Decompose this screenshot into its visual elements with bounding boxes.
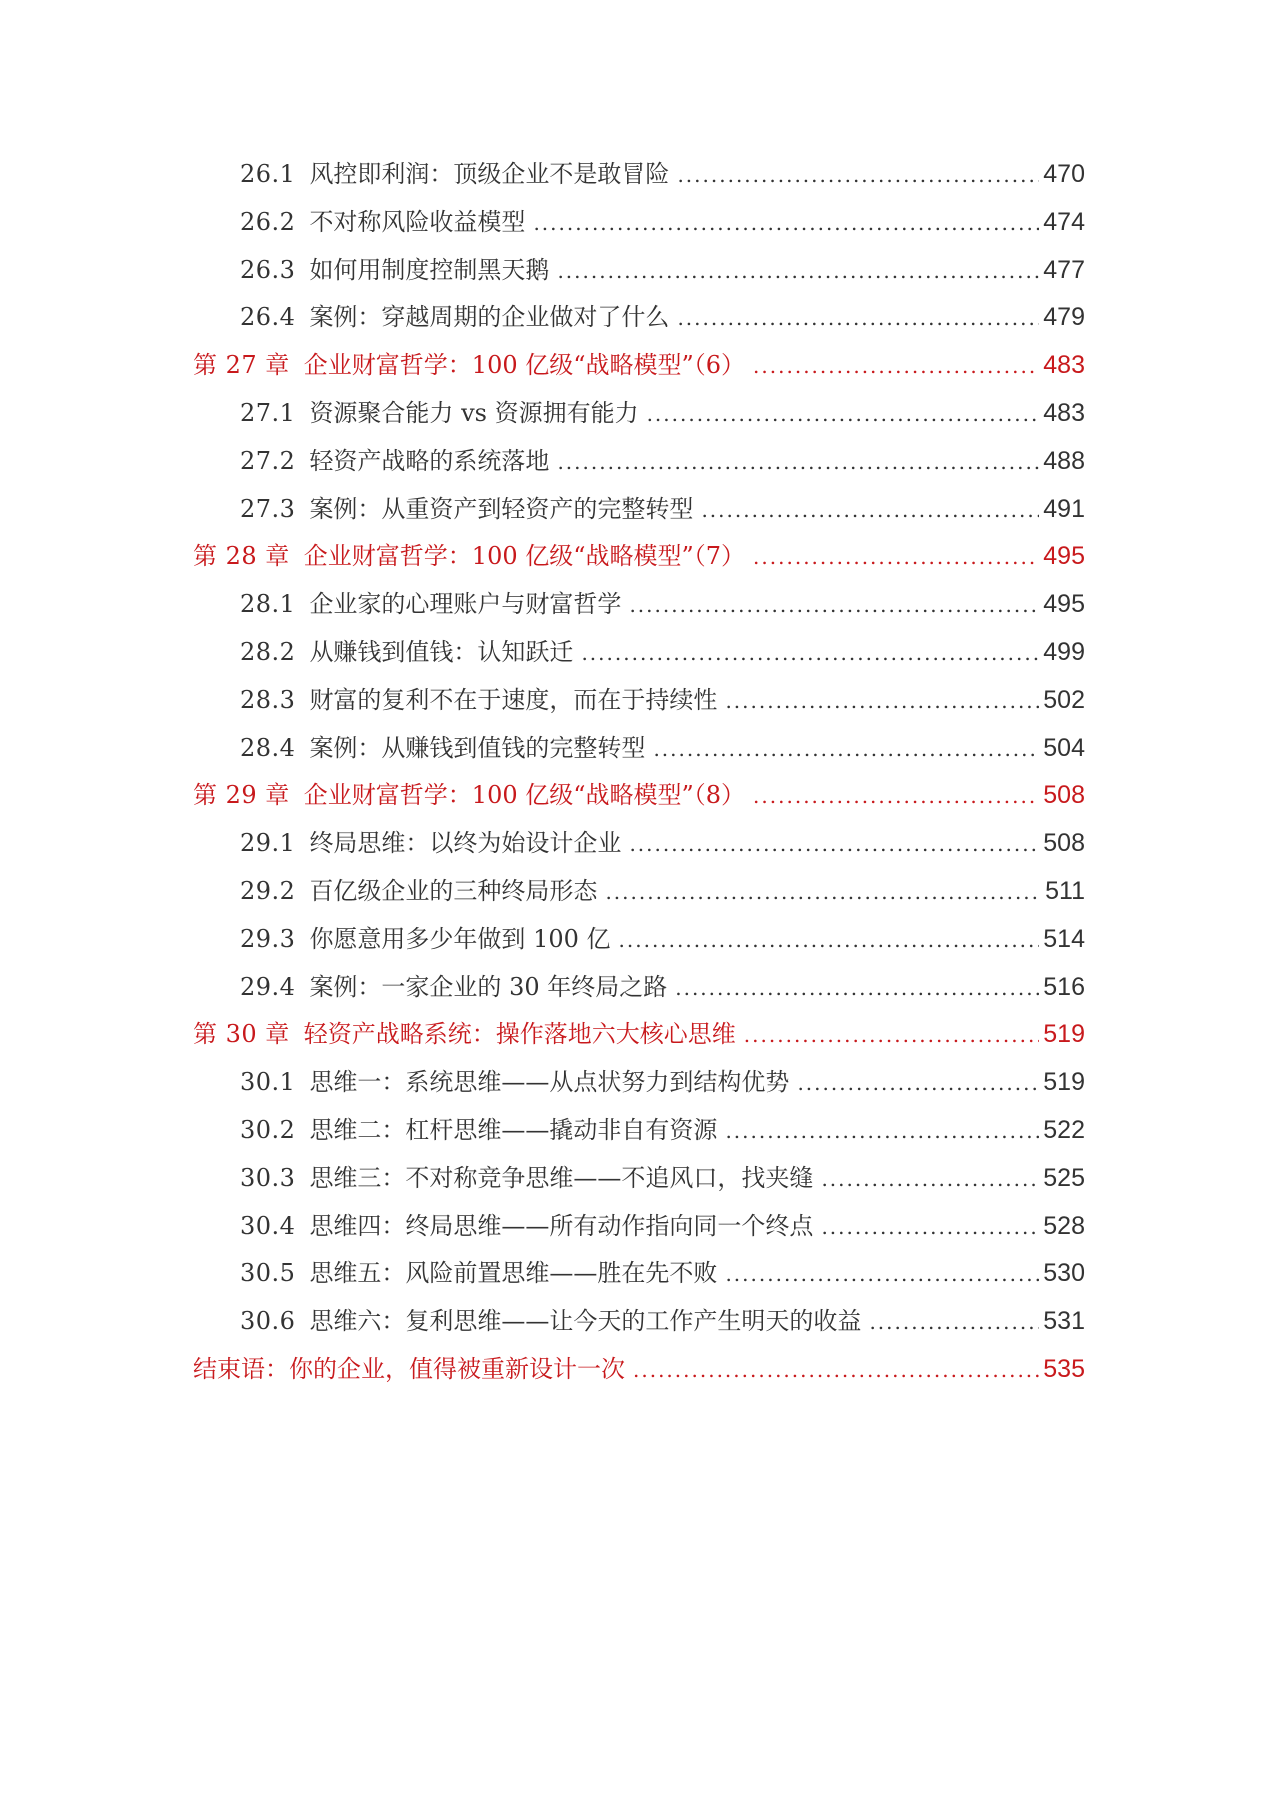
toc-entry-title: 企业财富哲学：100 亿级“战略模型”（8） — [303, 781, 746, 810]
dot-leader — [557, 261, 1039, 281]
toc-section-entry[interactable] — [0, 1301, 1085, 1349]
toc-entry-number: 28.3 — [240, 685, 296, 714]
toc-entry-number: 27.2 — [240, 446, 296, 475]
toc-entry-number: 26.2 — [240, 207, 296, 236]
toc-section-entry[interactable] — [0, 489, 1085, 537]
toc-entry-number: 28.4 — [240, 733, 296, 762]
dot-leader — [629, 595, 1039, 615]
toc-entry-number: 27.3 — [240, 494, 296, 523]
dot-leader — [725, 691, 1039, 711]
toc-page-number: 474 — [1043, 207, 1085, 236]
dot-leader — [869, 1312, 1039, 1332]
toc-page-number: 525 — [1043, 1163, 1085, 1192]
toc-section-entry[interactable] — [0, 680, 1085, 728]
dot-leader — [633, 1360, 1039, 1380]
toc-page-number: 516 — [1043, 972, 1085, 1001]
table-of-contents — [0, 154, 1273, 1397]
toc-entry-title: 百亿级企业的三种终局形态 — [309, 876, 598, 905]
dot-leader — [557, 452, 1039, 472]
toc-page-number: 531 — [1043, 1307, 1085, 1336]
toc-entry-title: 终局思维：以终为始设计企业 — [309, 829, 622, 858]
toc-page-number: 483 — [1043, 351, 1085, 380]
toc-page-number: 499 — [1043, 637, 1085, 666]
toc-entry-number: 30.1 — [240, 1068, 296, 1097]
toc-section-entry[interactable] — [0, 967, 1085, 1015]
toc-section-entry[interactable] — [0, 584, 1085, 632]
toc-entry-number: 29.3 — [240, 924, 296, 953]
toc-page-number: 483 — [1043, 398, 1085, 427]
dot-leader — [647, 404, 1040, 424]
toc-section-entry[interactable] — [0, 202, 1085, 250]
toc-entry-title: 案例：一家企业的 30 年终局之路 — [309, 972, 668, 1001]
toc-entry-title: 案例：穿越周期的企业做对了什么 — [309, 303, 670, 332]
toc-entry-title: 从赚钱到值钱：认知跃迁 — [309, 637, 574, 666]
toc-section-entry[interactable] — [0, 393, 1085, 441]
toc-entry-number: 第 29 章 — [193, 781, 290, 810]
toc-page-number: 535 — [1043, 1354, 1085, 1383]
toc-chapter-entry[interactable] — [0, 1349, 1085, 1397]
toc-entry-title: 企业家的心理账户与财富哲学 — [309, 590, 622, 619]
toc-section-entry[interactable] — [0, 1110, 1085, 1158]
dot-leader — [744, 1025, 1039, 1045]
toc-chapter-entry[interactable] — [0, 1014, 1085, 1062]
toc-page-number: 528 — [1043, 1211, 1085, 1240]
toc-entry-number: 30.3 — [240, 1163, 296, 1192]
toc-page-number: 495 — [1043, 590, 1085, 619]
toc-entry-number: 27.1 — [240, 398, 296, 427]
toc-entry-number: 30.2 — [240, 1115, 296, 1144]
dot-leader — [605, 882, 1041, 902]
toc-chapter-entry[interactable] — [0, 536, 1085, 584]
toc-page-number: 479 — [1043, 303, 1085, 332]
dot-leader — [629, 834, 1039, 854]
toc-page-number: 519 — [1043, 1068, 1085, 1097]
dot-leader — [821, 1217, 1039, 1237]
dot-leader — [581, 643, 1039, 663]
toc-page-number: 495 — [1043, 542, 1085, 571]
dot-leader — [677, 308, 1039, 328]
dot-leader — [677, 165, 1039, 185]
toc-page-number: 514 — [1043, 924, 1085, 953]
toc-entry-number: 26.1 — [240, 160, 296, 188]
toc-entry-number: 30.6 — [240, 1307, 296, 1336]
toc-entry-title: 思维二：杠杆思维——撬动非自有资源 — [309, 1115, 718, 1144]
toc-entry-title: 企业财富哲学：100 亿级“战略模型”（7） — [303, 542, 746, 571]
toc-entry-title: 轻资产战略的系统落地 — [309, 446, 550, 475]
toc-section-entry[interactable] — [0, 297, 1085, 345]
toc-entry-number: 26.4 — [240, 303, 296, 332]
toc-section-entry[interactable] — [0, 632, 1085, 680]
toc-entry-number: 26.3 — [240, 255, 296, 284]
toc-page-number: 508 — [1043, 781, 1085, 810]
toc-entry-title: 不对称风险收益模型 — [309, 207, 526, 236]
toc-page-number: 470 — [1043, 160, 1085, 188]
dot-leader — [797, 1073, 1039, 1093]
toc-section-entry[interactable] — [0, 154, 1085, 202]
toc-entry-number: 29.2 — [240, 876, 296, 905]
toc-entry-title: 企业财富哲学：100 亿级“战略模型”（6） — [303, 351, 746, 380]
toc-entry-title: 思维五：风险前置思维——胜在先不败 — [309, 1259, 718, 1288]
toc-section-entry[interactable] — [0, 250, 1085, 298]
toc-section-entry[interactable] — [0, 919, 1085, 967]
toc-entry-title: 财富的复利不在于速度，而在于持续性 — [309, 685, 718, 714]
toc-chapter-entry[interactable] — [0, 345, 1085, 393]
toc-entry-number: 第 28 章 — [193, 542, 290, 571]
toc-section-entry[interactable] — [0, 728, 1085, 776]
toc-section-entry[interactable] — [0, 1062, 1085, 1110]
toc-entry-number: 29.4 — [240, 972, 296, 1001]
toc-entry-title: 案例：从重资产到轻资产的完整转型 — [309, 494, 694, 523]
toc-entry-title: 案例：从赚钱到值钱的完整转型 — [309, 733, 646, 762]
toc-page-number: 502 — [1043, 685, 1085, 714]
toc-entry-number: 30.4 — [240, 1211, 296, 1240]
toc-page-number: 508 — [1043, 829, 1085, 858]
toc-entry-title: 思维三：不对称竞争思维——不追风口，找夹缝 — [309, 1163, 814, 1192]
toc-section-entry[interactable] — [0, 871, 1085, 919]
toc-entry-title: 思维一：系统思维——从点状努力到结构优势 — [309, 1068, 790, 1097]
toc-page-number: 488 — [1043, 446, 1085, 475]
dot-leader — [725, 1264, 1039, 1284]
toc-page-number: 511 — [1045, 876, 1085, 905]
toc-entry-title: 结束语：你的企业，值得被重新设计一次 — [193, 1354, 625, 1383]
toc-entry-title: 思维四：终局思维——所有动作指向同一个终点 — [309, 1211, 814, 1240]
toc-entry-number: 28.2 — [240, 637, 296, 666]
toc-section-entry[interactable] — [0, 1253, 1085, 1301]
toc-section-entry[interactable] — [0, 1158, 1085, 1206]
toc-entry-title: 资源聚合能力 vs 资源拥有能力 — [309, 398, 639, 427]
toc-page-number: 491 — [1043, 494, 1085, 523]
toc-entry-number: 29.1 — [240, 829, 296, 858]
toc-section-entry[interactable] — [0, 823, 1085, 871]
toc-chapter-entry[interactable] — [0, 775, 1085, 823]
toc-entry-title: 你愿意用多少年做到 100 亿 — [309, 924, 611, 953]
toc-page-number: 530 — [1043, 1259, 1085, 1288]
dot-leader — [753, 547, 1039, 567]
toc-section-entry[interactable] — [0, 1206, 1085, 1254]
toc-page-number: 522 — [1043, 1115, 1085, 1144]
toc-entry-number: 第 30 章 — [193, 1020, 290, 1049]
dot-leader — [725, 1121, 1039, 1141]
dot-leader — [675, 978, 1039, 998]
toc-section-entry[interactable] — [0, 441, 1085, 489]
toc-entry-title: 如何用制度控制黑天鹅 — [309, 255, 550, 284]
toc-entry-title: 轻资产战略系统：操作落地六大核心思维 — [303, 1020, 736, 1049]
toc-entry-number: 第 27 章 — [193, 351, 290, 380]
toc-entry-title: 思维六：复利思维——让今天的工作产生明天的收益 — [309, 1307, 862, 1336]
toc-page-number: 477 — [1043, 255, 1085, 284]
toc-entry-title: 风控即利润：顶级企业不是敢冒险 — [309, 160, 670, 188]
dot-leader — [753, 356, 1039, 376]
dot-leader — [753, 786, 1039, 806]
dot-leader — [701, 500, 1039, 520]
toc-page-number: 519 — [1043, 1020, 1085, 1049]
dot-leader — [533, 213, 1039, 233]
toc-page-number: 504 — [1043, 733, 1085, 762]
dot-leader — [653, 739, 1039, 759]
toc-entry-number: 30.5 — [240, 1259, 296, 1288]
dot-leader — [821, 1169, 1039, 1189]
dot-leader — [619, 930, 1040, 950]
toc-entry-number: 28.1 — [240, 590, 296, 619]
